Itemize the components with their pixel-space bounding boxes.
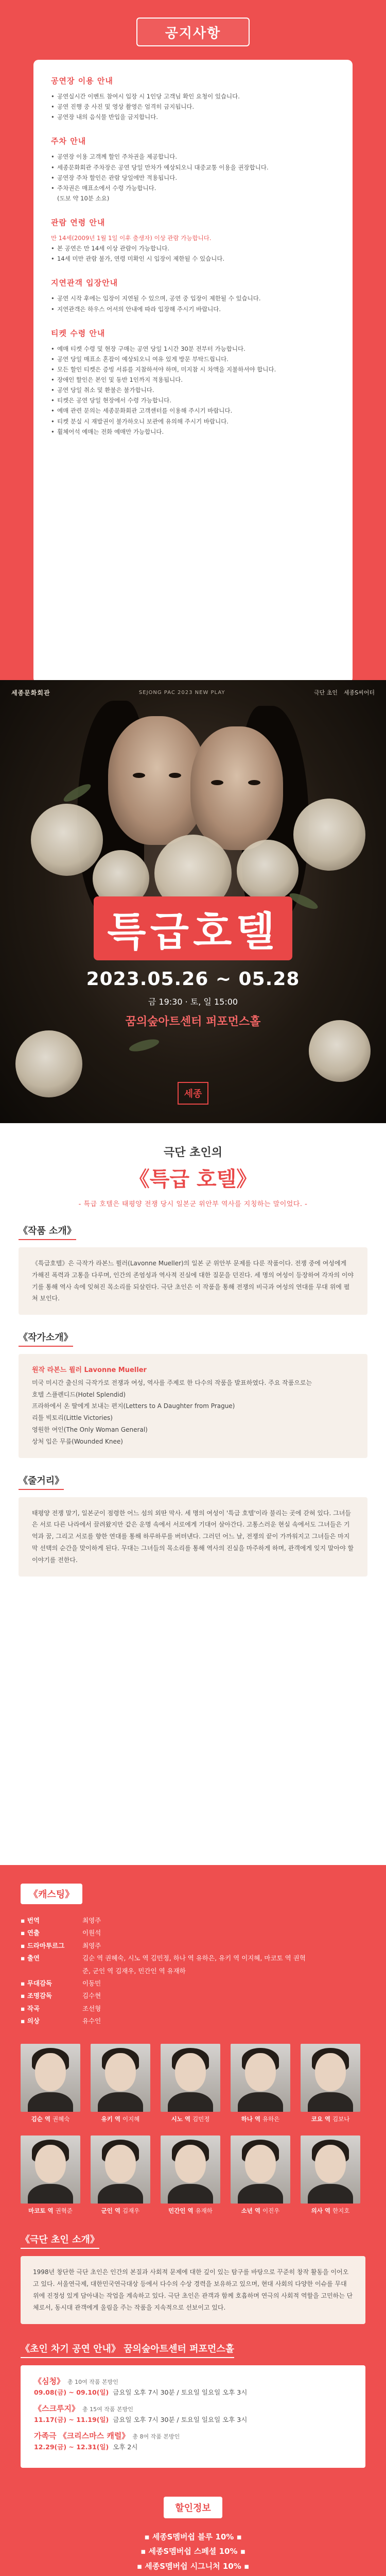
cast-card xyxy=(231,2136,290,2215)
notice-item: • 예매 티켓 수령 및 현장 구매는 공연 당일 1시간 30분 전부터 가능합니다. xyxy=(51,344,335,354)
poster-flower xyxy=(15,1030,82,1097)
cast-actor: 권혁준 xyxy=(55,2207,73,2215)
credit-value: 최영주 xyxy=(82,1917,101,1924)
credit-value: 이원석 xyxy=(82,1929,101,1937)
tour-label: 《초인 차기 공연 안내》 꿈의숲아트센터 퍼포먼스홀 xyxy=(21,2342,234,2358)
notice-block-venue xyxy=(51,75,335,122)
troupe-box xyxy=(21,2256,365,2324)
tour-date: 11.17(금) ~ 11.19(일) xyxy=(34,2415,109,2424)
synopsis-label: 《작품 소개》 xyxy=(19,1224,76,1240)
cast-actor: 이진우 xyxy=(262,2207,280,2215)
notice-block-late xyxy=(51,277,335,314)
cast-role: 의사 역 xyxy=(311,2207,330,2215)
cast-photo xyxy=(91,2044,150,2112)
credit-row xyxy=(21,1914,309,1927)
notice-item: • 티켓 분실 시 재발권이 불가하오니 보관에 유의해 주시기 바랍니다. xyxy=(51,416,335,427)
credit-row xyxy=(21,2015,309,2027)
tour-item xyxy=(34,2376,352,2397)
cast-name xyxy=(161,2207,220,2215)
credit-row xyxy=(21,1952,309,1977)
notice-item: • 휠체어석 예매는 전화 예매만 가능합니다. xyxy=(51,427,335,437)
cast-photo xyxy=(161,2044,220,2112)
tour-cast: 총 15여 작품 본방인 xyxy=(82,2405,133,2413)
notice-item: • 공연장 이용 고객께 할인 주차권을 제공합니다. xyxy=(51,151,335,162)
poster-section xyxy=(0,680,386,1123)
credit-key: ▪ 번역 xyxy=(21,1914,82,1927)
tour-time: 오후 2시 xyxy=(113,2443,138,2451)
writer-work: 리틀 빅토리(Little Victories) xyxy=(32,1414,113,1422)
tour-cast: 총 8여 작품 본방인 xyxy=(132,2433,180,2440)
poster-flower xyxy=(31,804,103,876)
poster-top-right-item: 세종S씨어터 xyxy=(343,689,375,696)
discount-list xyxy=(21,2530,365,2574)
cast-photo xyxy=(161,2136,220,2204)
poster-time: 금 19:30 · 토, 일 15:00 xyxy=(148,997,238,1007)
cast-card xyxy=(91,2136,150,2215)
notice-item: • 공연장 주차 할인은 관람 당일에만 적용됩니다. xyxy=(51,173,335,183)
poster-top-bar xyxy=(0,680,386,705)
poster-venue: 꿈의숲아트센터 퍼포먼스홀 xyxy=(125,1015,261,1028)
cast-name xyxy=(91,2207,150,2215)
cast-name xyxy=(301,2115,360,2123)
notice-block-ticket xyxy=(51,328,335,437)
notice-title: 공지사항 xyxy=(136,18,250,46)
notice-item: • 공연 시작 후에는 입장이 지연될 수 있으며, 공연 중 입장이 제한될 수 있습니다. xyxy=(51,293,335,303)
writer-work: 상처 입은 무릎(Wounded Knee) xyxy=(32,1437,123,1445)
story-box xyxy=(19,1497,367,1577)
info-subtitle: - 특급 호텔은 태평양 전쟁 당시 일본군 위안부 역사를 지칭하는 말이었다. - xyxy=(78,1200,308,1208)
synopsis-text: 《특급호텔》은 극작가 라본느 뮐러(Lavonne Mueller)의 일본 군 위안부 문제를 다룬 작품이다. 전쟁 중에 여성에게 가해진 폭력과 고통을 다루며, 인간의 존엄성과 역사적 진실에 대한 질문을 던진다. 세 명의 여성이 등장하여 각자의 이야기를 통해 역사 속에 잊혀진 목소리를 되살린다. 극단 초인은 이 작품을 통해 전쟁의 비극과 여성의 연대를 무대 위에 펼쳐 보인다. xyxy=(32,1260,354,1302)
cast-photo xyxy=(301,2136,360,2204)
discount-item: ▪ 세종S멤버쉽 시그니처 10% ▪ xyxy=(136,2561,250,2571)
notice-heading: 공연장 이용 안내 xyxy=(51,76,113,86)
cast-photo xyxy=(21,2044,80,2112)
cast-photo xyxy=(21,2136,80,2204)
notice-item: • 예매 관련 문의는 세종문화회관 고객센터를 이용해 주시기 바랍니다. xyxy=(51,405,335,416)
credit-key: ▪ 의상 xyxy=(21,2015,82,2027)
synopsis-box xyxy=(19,1247,367,1315)
tour-name: 《심청》 xyxy=(34,2376,64,2386)
notice-item: • 공연장 내의 음식물 반입을 금지합니다. xyxy=(51,112,335,122)
writer-box xyxy=(19,1354,367,1458)
writer-desc: 미국 미시간 출신의 극작가로 전쟁과 여성, 역사를 주제로 한 다수의 작품을 발표하였다. 주요 작품으로는 xyxy=(32,1379,312,1386)
credit-key: ▪ 출연 xyxy=(21,1952,82,1977)
writer-work: 영원한 여인(The Only Woman General) xyxy=(32,1426,148,1434)
cast-photo xyxy=(91,2136,150,2204)
notice-item: • 공연 진행 중 사진 및 영상 촬영은 엄격히 금지됩니다. xyxy=(51,101,335,112)
cast-actor: 이지혜 xyxy=(122,2115,140,2123)
poster-eye xyxy=(211,780,223,785)
tour-box xyxy=(21,2365,365,2468)
cast-photo xyxy=(301,2044,360,2112)
poster-top-left: 세종문화회관 xyxy=(11,689,50,697)
credit-row xyxy=(21,1977,309,1990)
tour-detail xyxy=(34,2387,352,2397)
notice-sub: (도보 약 10분 소요) xyxy=(57,194,110,202)
poster-logo: 세종 xyxy=(178,1082,208,1105)
credit-value: 이동민 xyxy=(82,1979,101,1987)
poster-flower xyxy=(293,799,365,871)
credit-value: 조선형 xyxy=(82,2004,101,2012)
poster-eye xyxy=(248,780,260,785)
notice-card xyxy=(33,60,353,683)
credit-value: 최영주 xyxy=(82,1941,101,1950)
info-title: 《특급 호텔》 xyxy=(129,1167,257,1191)
notice-heading: 티켓 수령 안내 xyxy=(51,328,106,338)
troupe-text: 1998년 창단한 극단 초인은 인간의 본질과 사회적 문제에 대한 깊이 있는 탐구를 바탕으로 꾸준히 창작 활동을 이어오고 있다. 서울연극제, 대한민국연극대상 등에서 다수의 수상 경력을 보유하고 있으며, 현대 사회의 다양한 이슈를 무대 위에 진정성 있게 담아내는 작업을 계속하고 있다. 극단 초인은 관객과 함께 호흡하며 연극의 사회적 역할을 고민하는 단체로서, 동시대 관객에게 울림을 주는 작품을 지속적으로 선보이고 있다. xyxy=(33,2268,353,2311)
tour-date: 12.29(금) ~ 12.31(일) xyxy=(34,2443,109,2451)
credit-key: ▪ 무대감독 xyxy=(21,1977,82,1990)
poster-face-right xyxy=(190,726,283,850)
cast-actor: 김민정 xyxy=(192,2115,210,2123)
writer-work: 호텔 스플렌디드(Hotel Splendid) xyxy=(32,1391,126,1398)
notice-item: • 세종문화회관 주차장은 공연 당일 만차가 예상되오니 대중교통 이용을 권장합니다. xyxy=(51,162,335,173)
cast-name xyxy=(231,2207,290,2215)
cast-actor: 김보나 xyxy=(332,2115,350,2123)
cast-name xyxy=(21,2207,80,2215)
cast-name xyxy=(91,2115,150,2123)
notice-block-parking xyxy=(51,135,335,204)
cast-card xyxy=(231,2044,290,2123)
info-section xyxy=(0,1123,386,1865)
tour-item xyxy=(34,2430,352,2451)
poster-title: 특급호텔 xyxy=(94,896,292,960)
credit-row xyxy=(21,1940,309,1952)
tour-date: 09.08(금) ~ 09.10(일) xyxy=(34,2388,109,2396)
notice-item: • 장애인 할인은 본인 및 동반 1인까지 적용됩니다. xyxy=(51,375,335,385)
tour-name: 가족극 《크리스마스 캐럴》 xyxy=(34,2431,130,2441)
cast-actor: 유하은 xyxy=(262,2115,280,2123)
poster-top-right xyxy=(314,688,375,697)
tour-cast: 총 10여 작품 본방인 xyxy=(67,2378,118,2385)
cast-actor: 한지호 xyxy=(332,2207,350,2215)
writer-work: 프라하에서 온 딸에게 보내는 편지(Letters to A Daughter from Prague) xyxy=(32,1402,235,1410)
cast-role: 코요 역 xyxy=(311,2115,330,2123)
tour-item xyxy=(34,2403,352,2424)
cast-role: 마코토 역 xyxy=(28,2207,54,2215)
notice-item: • 티켓은 공연 당일 현장에서 수령 가능합니다. xyxy=(51,395,335,405)
credit-value: 김수현 xyxy=(82,1992,101,2000)
info-kicker: 극단 초인의 xyxy=(164,1146,222,1159)
poster-eye xyxy=(133,773,145,778)
cast-section xyxy=(0,1865,386,2576)
story-label: 《줄거리》 xyxy=(19,1473,64,1490)
tour-time: 금요일 오후 7시 30분 / 토요일 일요일 오후 3시 xyxy=(113,2388,248,2396)
credit-value: 김순 역 권혜숙, 시노 역 김민정, 하나 역 유하은, 유키 역 이지혜, 마코토 역 권혁준, 군인 역 김재우, 민간인 역 유재하 xyxy=(82,1954,306,1975)
poster-flower xyxy=(237,840,299,902)
credit-key: ▪ 작곡 xyxy=(21,2003,82,2015)
cast-role: 군인 역 xyxy=(101,2207,120,2215)
poster-eye xyxy=(169,773,181,778)
cast-actor: 권혜숙 xyxy=(52,2115,70,2123)
cast-photo xyxy=(231,2136,290,2204)
cast-grid xyxy=(21,2044,365,2215)
cast-card xyxy=(91,2044,150,2123)
cast-photo xyxy=(231,2044,290,2112)
tour-time: 금요일 오후 7시 30분 / 토요일 일요일 오후 3시 xyxy=(113,2415,248,2424)
cast-actor: 유재하 xyxy=(195,2207,213,2215)
cast-role: 유키 역 xyxy=(101,2115,120,2123)
notice-item: • 지연관객은 하우스 어셔의 안내에 따라 입장해 주시기 바랍니다. xyxy=(51,304,335,314)
notice-item: • 공연실시간 이벤트 참여시 입장 시 1인당 고객님 확인 요청이 있습니다. xyxy=(51,91,335,101)
cast-card xyxy=(161,2136,220,2215)
story-text: 태평양 전쟁 말기, 일본군이 점령한 어느 섬의 외딴 막사. 세 명의 여성이 '특급 호텔'이라 불리는 곳에 갇혀 있다. 그녀들은 서로 다른 나라에서 끌려왔지만 같은 운명 속에서 서로에게 기대어 살아간다. 고통스러운 현실 속에서도 그녀들은 기억과 꿈, 그리고 서로를 향한 연대를 통해 하루하루를 버텨낸다. 그러던 어느 날, 전쟁의 끝이 가까워지고 그녀들은 마지막 선택의 순간을 맞이하게 된다. 무대는 그녀들의 목소리를 통해 역사의 진실을 마주하게 하며, 관객에게 잊지 말아야 할 이야기를 전한다. xyxy=(32,1509,354,1564)
discount-item: ▪ 세종S멤버쉽 스페셜 10% ▪ xyxy=(141,2547,245,2556)
cast-card xyxy=(161,2044,220,2123)
credit-key: ▪ 연출 xyxy=(21,1927,82,1939)
cast-name xyxy=(161,2115,220,2123)
notice-heading: 주차 안내 xyxy=(51,137,86,146)
poster-top-center: SEJONG PAC 2023 NEW PLAY xyxy=(138,689,225,696)
discount-title: 할인정보 xyxy=(164,2497,222,2518)
poster-top-right-item: 극단 초인 xyxy=(313,689,338,696)
cast-role: 민간인 역 xyxy=(168,2207,194,2215)
credit-row xyxy=(21,2003,309,2015)
writer-label: 《작가소개》 xyxy=(19,1330,73,1347)
notice-item: • 주차권은 매표소에서 수령 가능합니다. xyxy=(51,183,335,193)
notice-section xyxy=(0,0,386,680)
notice-item: • 본 공연은 만 14세 이상 관람이 가능합니다. xyxy=(51,243,335,253)
notice-item: • 모든 할인 티켓은 증빙 서류를 지참하셔야 하며, 미지참 시 차액을 지불하셔야 합니다. xyxy=(51,364,335,375)
notice-block-age xyxy=(51,217,335,264)
notice-item: • 공연 당일 매표소 혼잡이 예상되오니 여유 있게 방문 부탁드립니다. xyxy=(51,354,335,364)
credit-key: ▪ 조명감독 xyxy=(21,1990,82,2002)
credits-list xyxy=(21,1914,309,2027)
discount-item: ▪ 세종S멤버쉽 블루 10% ▪ xyxy=(144,2532,242,2541)
poster-date: 2023.05.26 ~ 05.28 xyxy=(86,969,300,990)
cast-card xyxy=(301,2044,360,2123)
cast-name xyxy=(231,2115,290,2123)
cast-title: 《캐스팅》 xyxy=(21,1884,82,1904)
tour-name: 《스크루지》 xyxy=(34,2403,79,2413)
cast-card xyxy=(301,2136,360,2215)
cast-name xyxy=(21,2115,80,2123)
credit-value: 유수인 xyxy=(82,2017,101,2025)
tour-detail xyxy=(34,2442,352,2451)
poster-flower xyxy=(309,1020,371,1082)
notice-item: • 공연 당일 취소 및 환불은 불가합니다. xyxy=(51,385,335,395)
poster-title-wrap xyxy=(0,896,386,960)
credit-row xyxy=(21,1990,309,2002)
credit-row xyxy=(21,1927,309,1939)
cast-role: 하나 역 xyxy=(241,2115,260,2123)
notice-red-line: 만 14세(2009년 1월 1일 이후 출생자) 이상 관람 가능합니다. xyxy=(51,234,212,242)
cast-role: 김순 역 xyxy=(31,2115,50,2123)
writer-name: 원작 라본느 뮐러 Lavonne Mueller xyxy=(32,1366,147,1375)
credit-key: ▪ 드라마투르그 xyxy=(21,1940,82,1952)
cast-card xyxy=(21,2044,80,2123)
cast-card xyxy=(21,2136,80,2215)
discount-title-wrap xyxy=(21,2497,365,2518)
cast-role: 시노 역 xyxy=(171,2115,190,2123)
notice-heading: 관람 연령 안내 xyxy=(51,218,106,227)
notice-heading: 지연관객 입장안내 xyxy=(51,278,118,288)
tour-detail xyxy=(34,2415,352,2424)
cast-actor: 김재우 xyxy=(122,2207,140,2215)
notice-item: • 14세 미만 관람 불가, 연령 미확인 시 입장이 제한될 수 있습니다. xyxy=(51,253,335,264)
cast-name xyxy=(301,2207,360,2215)
cast-role: 소년 역 xyxy=(241,2207,260,2215)
troupe-label: 《극단 초인 소개》 xyxy=(21,2232,99,2249)
